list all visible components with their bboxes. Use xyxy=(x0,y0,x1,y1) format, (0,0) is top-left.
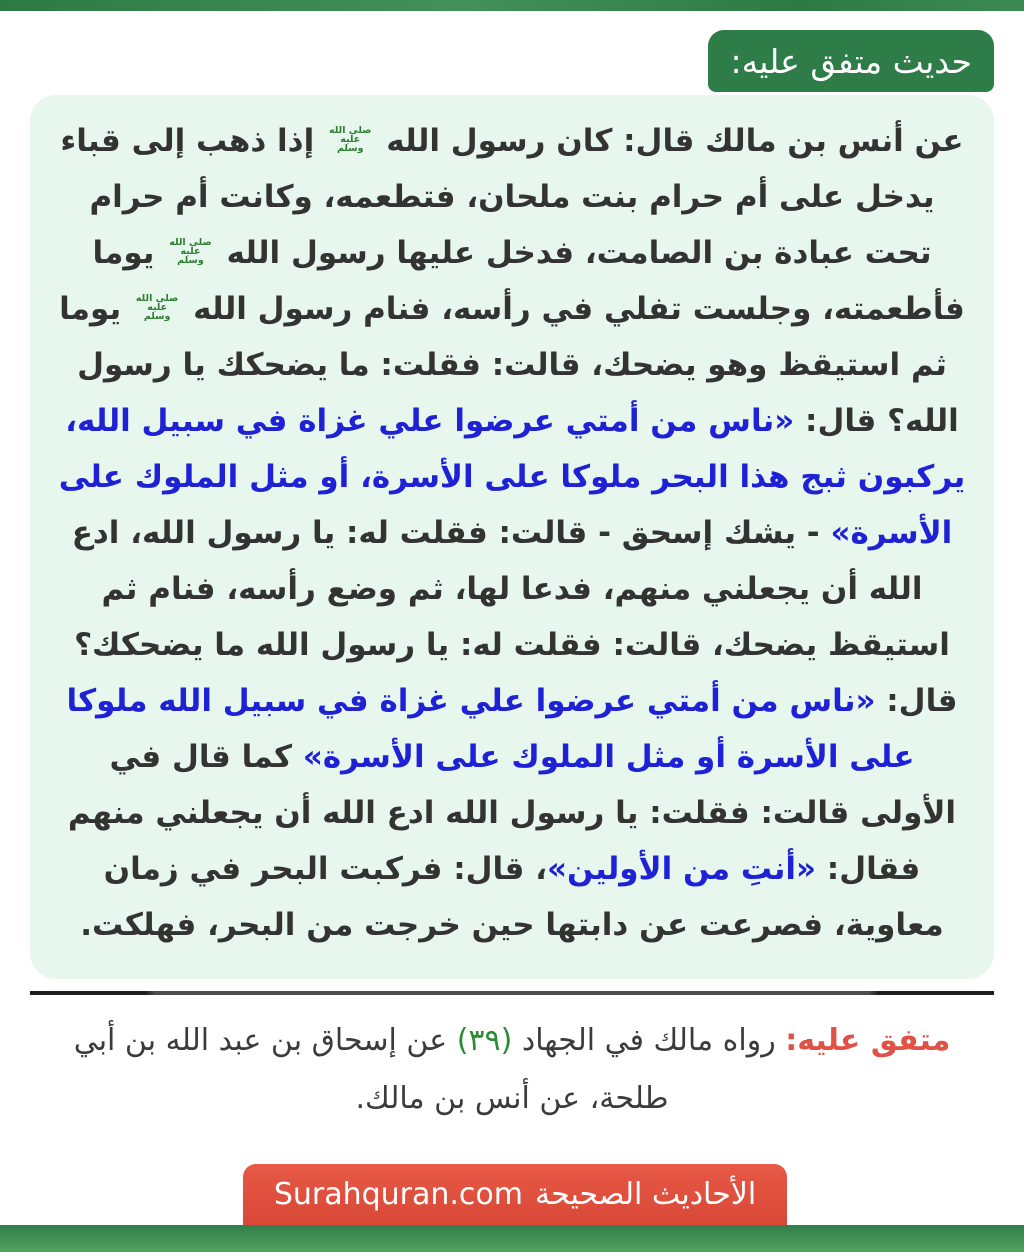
hadith-narration-text: كما قال في الأولى قالت: فقلت: يا رسول الله ادع الله أن يجعلني منهم فقال: xyxy=(67,739,957,887)
hadith-number: (٣٩) xyxy=(456,1023,513,1058)
grade-label: متفق عليه: xyxy=(785,1023,951,1058)
bottom-green-bar xyxy=(0,1225,1024,1252)
site-name-label: الأحاديث الصحيحة xyxy=(535,1177,757,1212)
site-domain-label: Surahquran.com xyxy=(273,1177,523,1212)
hadith-type-badge xyxy=(708,30,994,92)
site-link-button[interactable] xyxy=(243,1164,787,1225)
saw-honorific-icon: صلى الله عليه وسلم xyxy=(329,125,372,154)
takhrij-source-text: رواه مالك في الجهاد xyxy=(512,1023,786,1058)
hadith-text xyxy=(58,113,966,953)
hadith-type-label: حديث متفق عليه: xyxy=(730,41,972,81)
hadith-narration-text: ، قال: فركبت البحر في زمان معاوية، فصرعت عن دابتها حين خرجت من البحر، فهلكت. xyxy=(80,851,944,943)
hadith-narration-text: - يشك إسحق - قالت: فقلت له: يا رسول الله، ادع الله أن يجعلني منهم، فدعا لها، ثم وضع رأسه، فنام ثم استيقظ يضحك، قالت: فقلت له: يا رسول الله ما يضحكك؟ قال: xyxy=(71,515,958,719)
saw-honorific-icon: صلى الله عليه وسلم xyxy=(169,237,212,266)
hadith-narration-text: عن أنس بن مالك قال: كان رسول الله xyxy=(375,123,964,159)
hadith-quote-text: «أنتِ من الأولين» xyxy=(547,851,817,887)
saw-honorific-icon: صلى الله عليه وسلم xyxy=(135,293,179,322)
takhrij-paragraph xyxy=(30,1012,994,1128)
hadith-quote-text: «ناس من أمتي عرضوا علي غزاة في سبيل الله، يركبون ثبج هذا البحر ملوكا على الأسرة، أو مثل الملوك على الأسرة» xyxy=(58,403,966,551)
top-green-bar xyxy=(0,0,1024,11)
hadith-narration-text: يوما ثم استيقظ وهو يضحك، قالت: فقلت: ما يضحكك يا رسول الله؟ قال: xyxy=(59,291,959,439)
hadith-card xyxy=(30,95,994,979)
hadith-narration-text: يوما فأطعمته، وجلست تفلي في رأسه، فنام رسول الله xyxy=(92,235,965,327)
hadith-narration-text: إذا ذهب إلى قباء يدخل على أم حرام بنت ملحان، فتطعمه، وكانت أم حرام تحت عبادة بن الصامت، فدخل عليها رسول الله xyxy=(60,123,935,271)
horizontal-divider xyxy=(30,991,994,995)
hadith-quote-text: «ناس من أمتي عرضوا علي غزاة في سبيل الله ملوكا على الأسرة أو مثل الملوك على الأسرة» xyxy=(66,683,915,775)
takhrij-chain-text: عن إسحاق بن عبد الله بن أبي طلحة، عن أنس بن مالك. xyxy=(73,1023,669,1116)
